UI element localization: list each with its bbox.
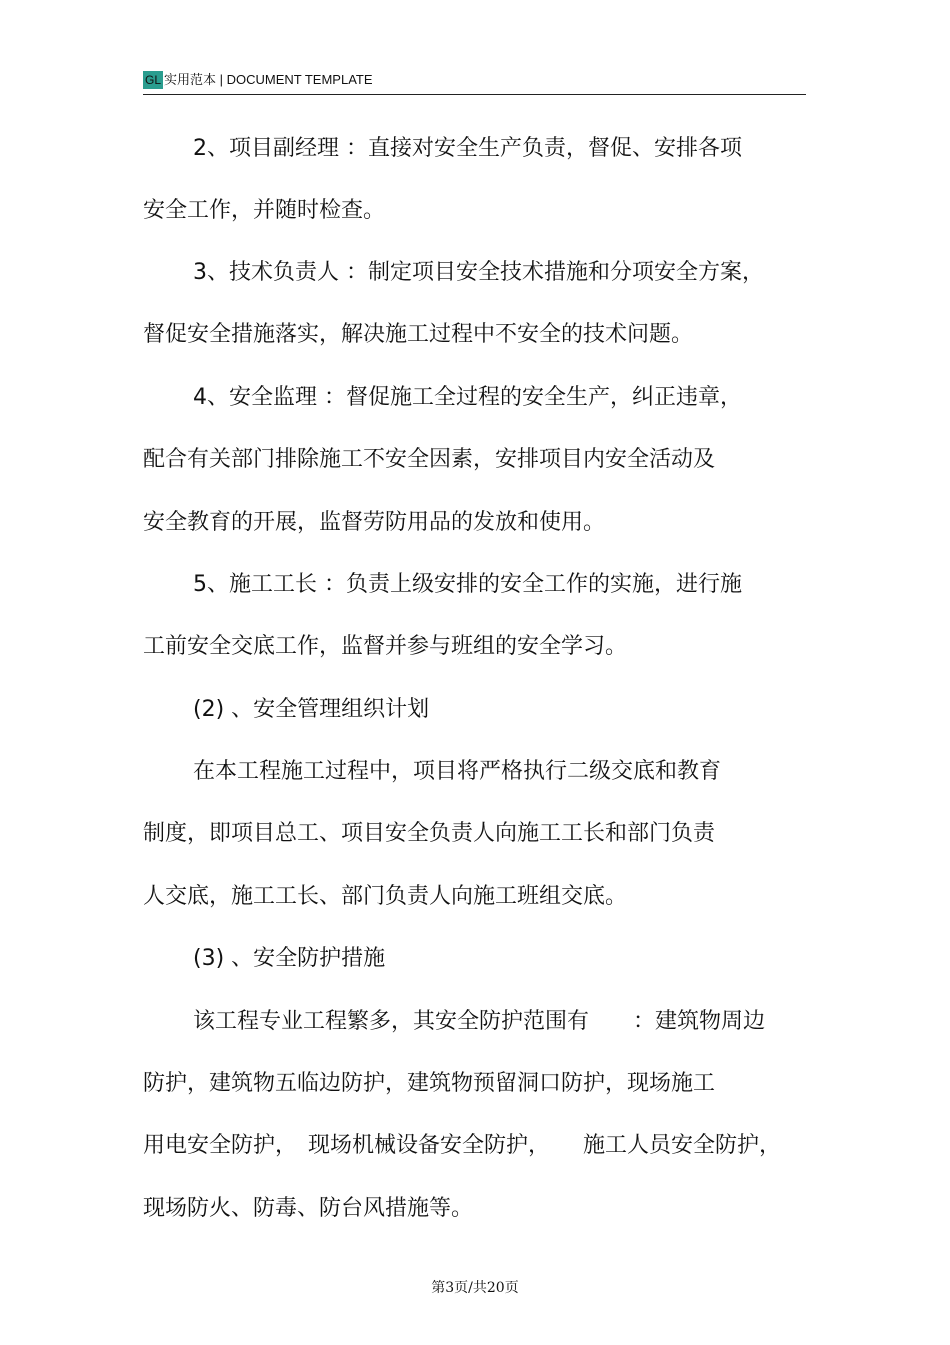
paragraph-line: 该工程专业工程繁多，其安全防护范围有 ：建筑物周边 <box>193 1009 766 1034</box>
paragraph-line: 4、安全监理 ：督促施工全过程的安全生产，纠正违章， <box>193 385 742 410</box>
section-heading: (3) 、安全防护措施 <box>193 946 386 971</box>
header-title: 实用范本 | DOCUMENT TEMPLATE <box>164 72 373 87</box>
paragraph-line: 工前安全交底工作，监督并参与班组的安全学习。 <box>143 634 628 659</box>
paragraph-line: 5、施工工长 ：负责上级安排的安全工作的实施，进行施 <box>193 572 742 597</box>
paragraph-line: 用电安全防护， 现场机械设备安全防护， 施工人员安全防护， <box>143 1133 782 1158</box>
paragraph-line: 人交底，施工工长、部门负责人向施工班组交底。 <box>143 884 628 909</box>
paragraph-line: 安全工作，并随时检查。 <box>143 198 386 223</box>
paragraph-line: 制度，即项目总工、项目安全负责人向施工工长和部门负责 <box>143 821 716 846</box>
paragraph-line: 现场防火、防毒、防台风措施等。 <box>143 1196 474 1221</box>
paragraph-line: 督促安全措施落实，解决施工过程中不安全的技术问题。 <box>143 322 694 347</box>
section-heading: (2) 、安全管理组织计划 <box>193 697 430 722</box>
page-header <box>143 70 806 95</box>
gl-logo: GL <box>144 73 161 87</box>
paragraph-line: 3、技术负责人 ：制定项目安全技术措施和分项安全方案， <box>193 260 764 285</box>
paragraph-line: 2、项目副经理 ：直接对安全生产负责，督促、安排各项 <box>193 136 742 161</box>
page-number: 第3页/共20页 <box>431 1280 519 1296</box>
paragraph-line: 防护，建筑物五临边防护，建筑物预留洞口防护，现场施工 <box>143 1071 716 1096</box>
paragraph-line: 安全教育的开展，监督劳防用品的发放和使用。 <box>143 510 606 535</box>
paragraph-line: 配合有关部门排除施工不安全因素，安排项目内安全活动及 <box>143 447 716 472</box>
paragraph-line: 在本工程施工过程中，项目将严格执行二级交底和教育 <box>193 759 722 784</box>
